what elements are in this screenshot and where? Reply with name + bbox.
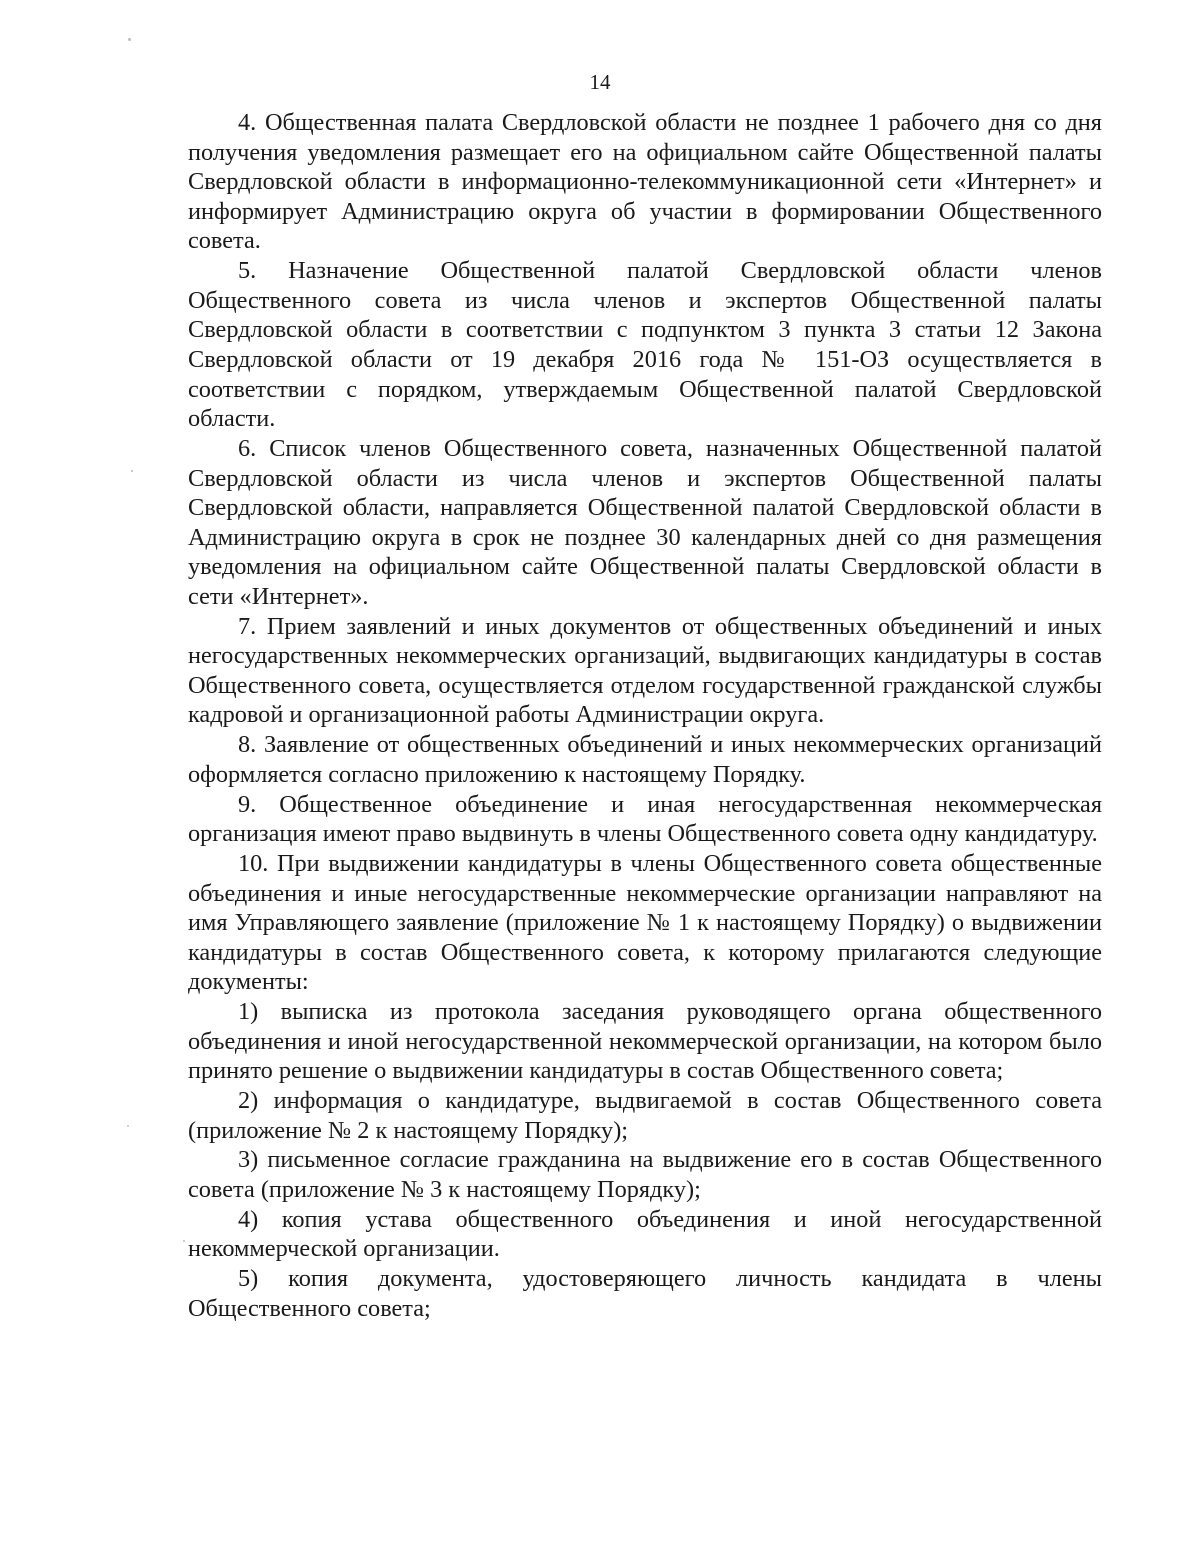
document-body [188, 108, 1102, 1323]
scan-artifact [127, 1125, 129, 1127]
list-item-3: 3) письменное согласие гражданина на выдвижение его в состав Общественного совета (приложение № 3 к настоящему Порядку); [188, 1146, 1102, 1204]
scan-artifact [183, 1240, 185, 1242]
scan-artifact [131, 470, 133, 472]
list-item-2: 2) информация о кандидатуре, выдвигаемой в состав Общественного совета (приложение № 2 к настоящему Порядку); [188, 1087, 1102, 1144]
paragraph-4: 4. Общественная палата Свердловской области не позднее 1 рабочего дня со дня получения уведомления размещает его на официальном сайте Общественной палаты Свердловской области в информационно-телекоммуникационной сети «Интернет» и информирует Администрацию округа об участии в формировании Общественного совета. [188, 109, 1102, 255]
list-item-1: 1) выписка из протокола заседания руководящего органа общественного объединения и иной негосударственной некоммерческой организации, на котором было принято решение о выдвижении кандидатуры в состав Общественного совета; [188, 998, 1102, 1085]
paragraph-7: 7. Прием заявлений и иных документов от общественных объединений и иных негосударственных некоммерческих организаций, выдвигающих кандидатуры в состав Общественного совета, осуществляется отделом государственной гражданской службы кадровой и организационной работы Администрации округа. [188, 612, 1102, 729]
page-number: 14 [589, 70, 611, 94]
paragraph-6: 6. Список членов Общественного совета, назначенных Общественной палатой Свердловской области из числа членов и экспертов Общественной палаты Свердловской области, направляется Общественной палатой Свердловской области в Администрацию округа в срок не позднее 30 календарных дней со дня размещения уведомления на официальном сайте Общественной палаты Свердловской области в сети «Интернет». [188, 434, 1102, 610]
scan-artifact [128, 38, 131, 41]
paragraph-9: 9. Общественное объединение и иная негосударственная некоммерческая организация имеют право выдвинуть в члены Общественного совета одну кандидатуру. [188, 790, 1102, 848]
paragraph-10: 10. При выдвижении кандидатуры в члены Общественного совета общественные объединения и иные негосударственные некоммерческие организации направляют на имя Управляющего заявление (приложение № 1 к настоящему Порядку) о выдвижении кандидатуры в состав Общественного совета, к которому прилагаются следующие документы: [188, 849, 1102, 996]
list-item-5: 5) копия документа, удостоверяющего личность кандидата в члены Общественного совета; [188, 1265, 1102, 1322]
list-item-4: 4) копия устава общественного объединения и иной негосударственной некоммерческой организации. [188, 1205, 1102, 1263]
paragraph-5: 5. Назначение Общественной палатой Свердловской области членов Общественного совета из числа членов и экспертов Общественной палаты Свердловской области в соответствии с подпунктом 3 пункта 3 статьи 12 Закона Свердловской области от 19 декабря 2016 года № 151-ОЗ осуществляется в соответствии с порядком, утверждаемым Общественной палатой Свердловской области. [188, 257, 1102, 433]
paragraph-8: 8. Заявление от общественных объединений и иных некоммерческих организаций оформляется согласно приложению к настоящему Порядку. [188, 731, 1102, 788]
